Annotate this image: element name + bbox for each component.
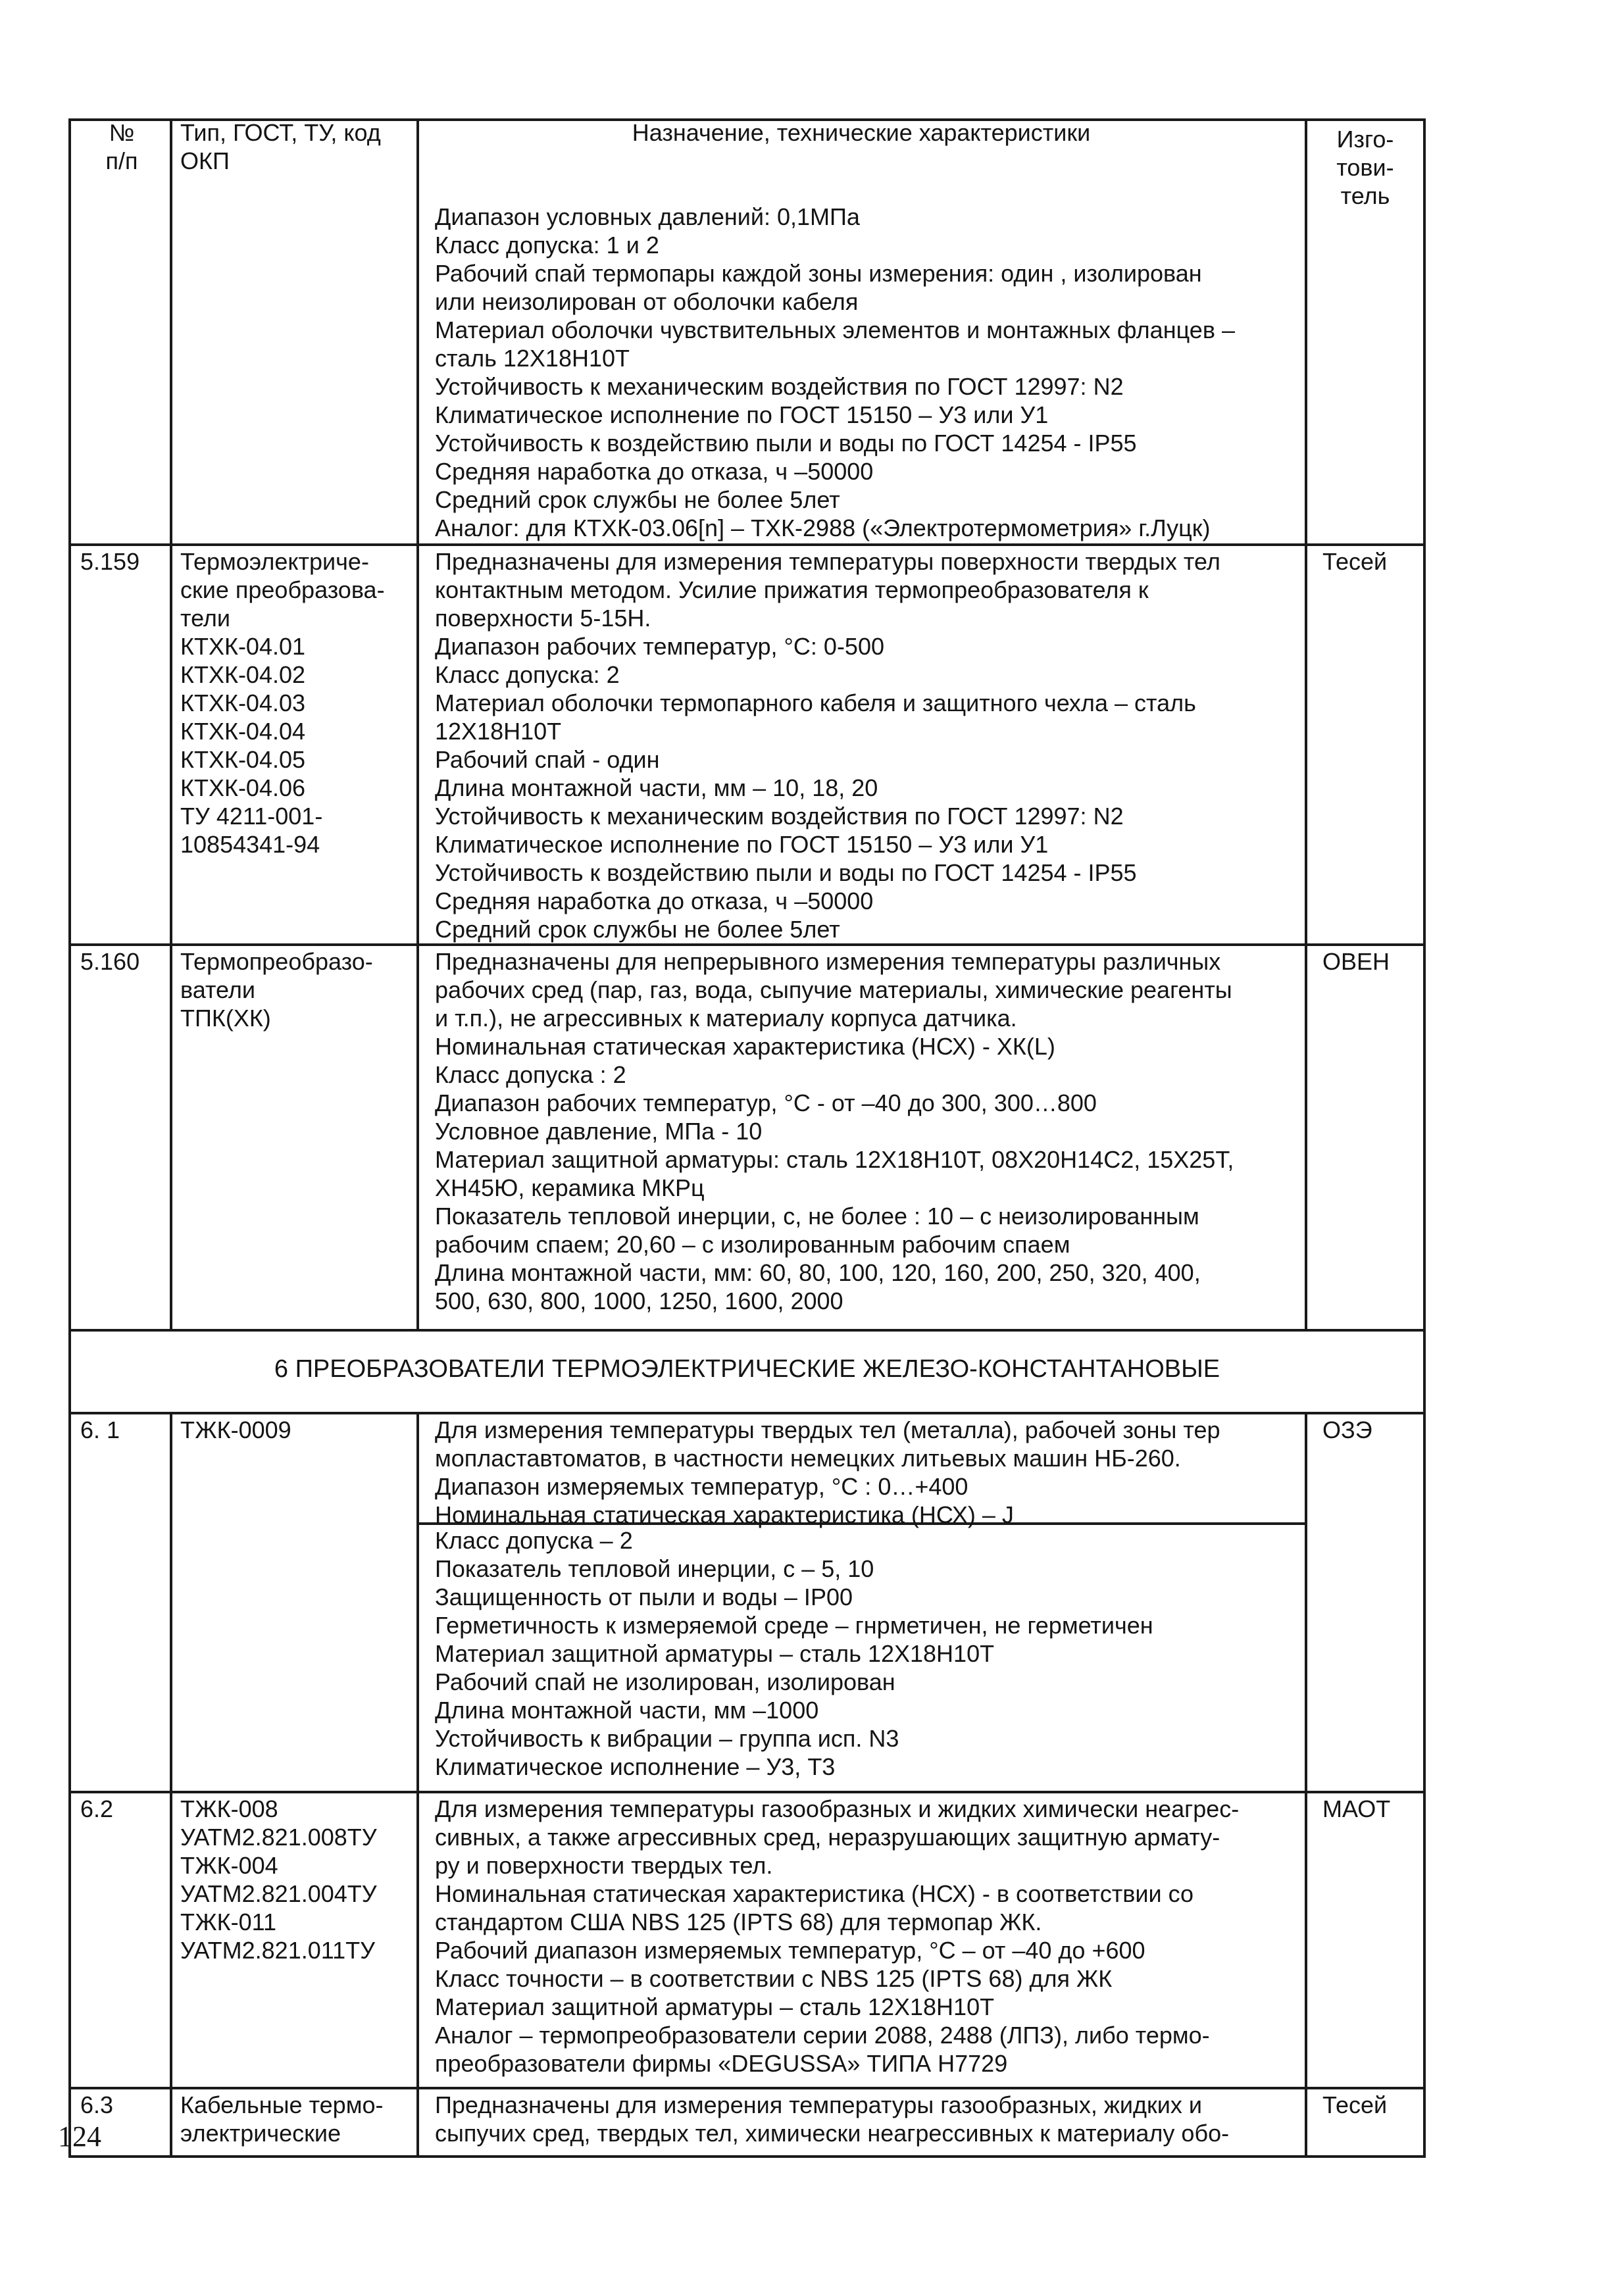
description-line: Рабочий спай термопары каждой зоны измерения: один , изолирован	[435, 260, 1202, 287]
description-line: Диапазон рабочих температур, °С: 0-500	[435, 633, 884, 660]
row-6-1-description	[435, 1416, 1302, 1529]
table-border-left	[68, 118, 71, 2158]
row-5-160-type: Термопреобразо- ватели ТПК(ХК)	[180, 948, 373, 1032]
column-divider	[416, 118, 419, 1332]
row-6-3-type: Кабельные термо- электрические	[180, 2091, 384, 2147]
row-6-1-manufacturer: ОЗЭ	[1322, 1416, 1372, 1443]
row-6-1-number: 6. 1	[80, 1416, 120, 1443]
description-line: Аналог – термопреобразователи серии 2088, 2488 (ЛПЗ), либо термо-	[435, 2022, 1210, 2049]
description-line: Материал оболочки термопарного кабеля и защитного чехла – сталь	[435, 689, 1196, 716]
description-line: Рабочий спай не изолирован, изолирован	[435, 1668, 895, 1695]
description-line: Показатель тепловой инерции, с – 5, 10	[435, 1555, 874, 1582]
description-line: Диапазон условных давлений: 0,1МПа	[435, 203, 860, 230]
description-line: Устойчивость к вибрации – группа исп. N3	[435, 1725, 899, 1752]
description-line: Номинальная статическая характеристика (НСХ) - в соответствии со	[435, 1880, 1194, 1907]
description-line: рабочим спаем; 20,60 – с изолированным рабочим спаем	[435, 1231, 1070, 1258]
description-line: Материал защитной арматуры: сталь 12Х18Н10Т, 08Х20Н14С2, 15Х25Т,	[435, 1146, 1234, 1173]
description-line: стандартом США NBS 125 (IPTS 68) для термопар ЖК.	[435, 1909, 1042, 1935]
row-divider	[68, 943, 1426, 946]
row-6-2-number: 6.2	[80, 1795, 114, 1822]
row-5-160-manufacturer: ОВЕН	[1322, 948, 1390, 975]
description-line: Класс допуска : 2	[435, 1061, 626, 1088]
description-line: контактным методом. Усилие прижатия термопреобразователя к	[435, 576, 1149, 603]
description-line: Материал защитной арматуры – сталь 12Х18Н10Т	[435, 1993, 995, 2020]
row-6-2-manufacturer: МАОТ	[1322, 1795, 1391, 1822]
description-line: рабочих сред (пар, газ, вода, сыпучие материалы, химические реагенты	[435, 976, 1232, 1003]
column-divider	[1305, 118, 1307, 1332]
table-border-right	[1423, 118, 1426, 2158]
header-type: Тип, ГОСТ, ТУ, код ОКП	[180, 119, 381, 174]
description-line: Аналог: для КТХК-03.06[n] – ТХК-2988 («Электротермометрия» г.Луцк)	[435, 514, 1211, 541]
description-line: Длина монтажной части, мм – 10, 18, 20	[435, 774, 878, 801]
description-line: Средний срок службы не более 5лет	[435, 486, 840, 513]
description-line: 500, 630, 800, 1000, 1250, 1600, 2000	[435, 1287, 843, 1314]
description-line: Материал защитной арматуры – сталь 12Х18Н10Т	[435, 1640, 995, 1667]
description-line: Класс допуска – 2	[435, 1527, 633, 1554]
row-6-2-description	[435, 1795, 1302, 2078]
description-line: Рабочий спай - один	[435, 746, 660, 773]
description-line: сивных, а также агрессивных сред, неразрушающих защитную армату-	[435, 1824, 1220, 1851]
table-border-bottom	[68, 2155, 1426, 2158]
row-divider	[68, 1329, 1426, 1332]
description-line: ру и поверхности твердых тел.	[435, 1852, 773, 1879]
row-divider	[68, 543, 1426, 546]
header-number: № п/п	[105, 119, 138, 174]
description-line: Средняя наработка до отказа, ч –50000	[435, 458, 874, 485]
description-line: Показатель тепловой инерции, с, не более : 10 – с неизолированным	[435, 1203, 1199, 1230]
description-line: Диапазон измеряемых температур, °С : 0…+400	[435, 1473, 968, 1500]
description-line: 12Х18Н10Т	[435, 718, 562, 745]
description-line: Класс допуска: 1 и 2	[435, 232, 659, 259]
description-line: и т.п.), не агрессивных к материалу корпуса датчика.	[435, 1005, 1017, 1032]
header-manufacturer: Изго- тови- тель	[1336, 126, 1394, 209]
row-5-159-type: Термоэлектриче- ские преобразова- тели КТХК-04.01 КТХК-04.02 КТХК-04.03 КТХК-04.04 КТХК-04.05 КТХК-04.06 ТУ 4211-001- 10854341-94	[180, 548, 385, 858]
description-line: сталь 12Х18Н10Т	[435, 345, 630, 372]
description-line: Материал оболочки чувствительных элементов и монтажных фланцев –	[435, 316, 1235, 343]
row-divider	[68, 1412, 1426, 1414]
description-line: Длина монтажной части, мм –1000	[435, 1697, 819, 1724]
row-divider	[68, 1791, 1426, 1793]
row-5-160-description	[435, 947, 1302, 1315]
row-6-2-type: ТЖК-008 УАТМ2.821.008ТУ ТЖК-004 УАТМ2.821.004ТУ ТЖК-011 УАТМ2.821.011ТУ	[180, 1795, 377, 1964]
row-6-1-type: ТЖК-0009	[180, 1416, 291, 1443]
header-description: Назначение, технические характеристики	[632, 119, 1091, 146]
description-line: Устойчивость к механическим воздействия по ГОСТ 12997: N2	[435, 803, 1124, 830]
description-line: Длина монтажной части, мм: 60, 80, 100, 120, 160, 200, 250, 320, 400,	[435, 1259, 1201, 1286]
description-line: Номинальная статическая характеристика (НСХ) - ХК(L)	[435, 1033, 1055, 1060]
description-line: Защищенность от пыли и воды – IP00	[435, 1584, 853, 1610]
description-line: Устойчивость к воздействию пыли и воды по ГОСТ 14254 - IP55	[435, 859, 1137, 886]
row-6-3-number: 6.3	[80, 2091, 114, 2118]
description-line: Класс допуска: 2	[435, 661, 620, 688]
description-line: Номинальная статическая характеристика (НСХ) – J	[435, 1501, 1014, 1528]
description-line: Климатическое исполнение по ГОСТ 15150 – У3 или У1	[435, 831, 1049, 858]
row-5-159-manufacturer: Тесей	[1322, 548, 1388, 575]
row-divider	[68, 2087, 1426, 2089]
row-5-159-description	[435, 547, 1302, 943]
description-line: Средний срок службы не более 5лет	[435, 916, 840, 943]
column-divider	[170, 118, 172, 1332]
column-divider	[1305, 1412, 1307, 2158]
description-line: Средняя наработка до отказа, ч –50000	[435, 887, 874, 914]
description-line: Предназначены для измерения температуры газообразных, жидких и	[435, 2091, 1203, 2118]
specs-table	[68, 118, 1426, 2158]
row-6-3-description	[435, 2091, 1302, 2147]
description-line: ХН45Ю, керамика МКРц	[435, 1174, 705, 1201]
description-line: поверхности 5-15Н.	[435, 605, 651, 632]
description-line: Для измерения температуры газообразных и жидких химически неагрес-	[435, 1795, 1240, 1822]
row-6-3-manufacturer: Тесей	[1322, 2091, 1388, 2118]
row-5-160-number: 5.160	[80, 948, 140, 975]
description-line: Для измерения температуры твердых тел (металла), рабочей зоны тер	[435, 1416, 1220, 1443]
description-line: Климатическое исполнение – У3, Т3	[435, 1753, 836, 1780]
description-line: Герметичность к измеряемой среде – гнрметичен, не герметичен	[435, 1612, 1153, 1639]
page-number: 124	[58, 2120, 101, 2153]
section-title: 6 ПРЕОБРАЗОВАТЕЛИ ТЕРМОЭЛЕКТРИЧЕСКИЕ ЖЕЛЕЗО-КОНСТАНТАНОВЫЕ	[274, 1355, 1220, 1383]
description-line: Климатическое исполнение по ГОСТ 15150 – У3 или У1	[435, 401, 1049, 428]
description-line: Диапазон рабочих температур, °С - от –40 до 300, 300…800	[435, 1089, 1097, 1116]
description-line: или неизолирован от оболочки кабеля	[435, 288, 859, 315]
description-line: преобразователи фирмы «DEGUSSA» ТИПА Н7729	[435, 2050, 1008, 2077]
row-6-1-continued-description	[435, 1526, 1302, 1781]
column-divider	[170, 1412, 172, 2158]
description-line: Предназначены для измерения температуры поверхности твердых тел	[435, 548, 1220, 575]
description-line: Рабочий диапазон измеряемых температур, °С – от –40 до +600	[435, 1937, 1145, 1964]
description-line: Условное давление, МПа - 10	[435, 1118, 763, 1145]
description-line: Класс точности – в соответствии с NBS 125 (IPTS 68) для ЖК	[435, 1965, 1113, 1992]
row-5-159-number: 5.159	[80, 548, 140, 575]
description-line: мопластавтоматов, в частности немецких литьевых машин НБ-260.	[435, 1445, 1181, 1472]
description-line: Устойчивость к воздействию пыли и воды по ГОСТ 14254 - IP55	[435, 430, 1137, 457]
description-line: Устойчивость к механическим воздействия по ГОСТ 12997: N2	[435, 373, 1124, 400]
description-line: Предназначены для непрерывного измерения температуры различных	[435, 948, 1221, 975]
description-line: сыпучих сред, твердых тел, химически неагрессивных к материалу обо-	[435, 2120, 1230, 2147]
row-0-description	[435, 203, 1302, 542]
